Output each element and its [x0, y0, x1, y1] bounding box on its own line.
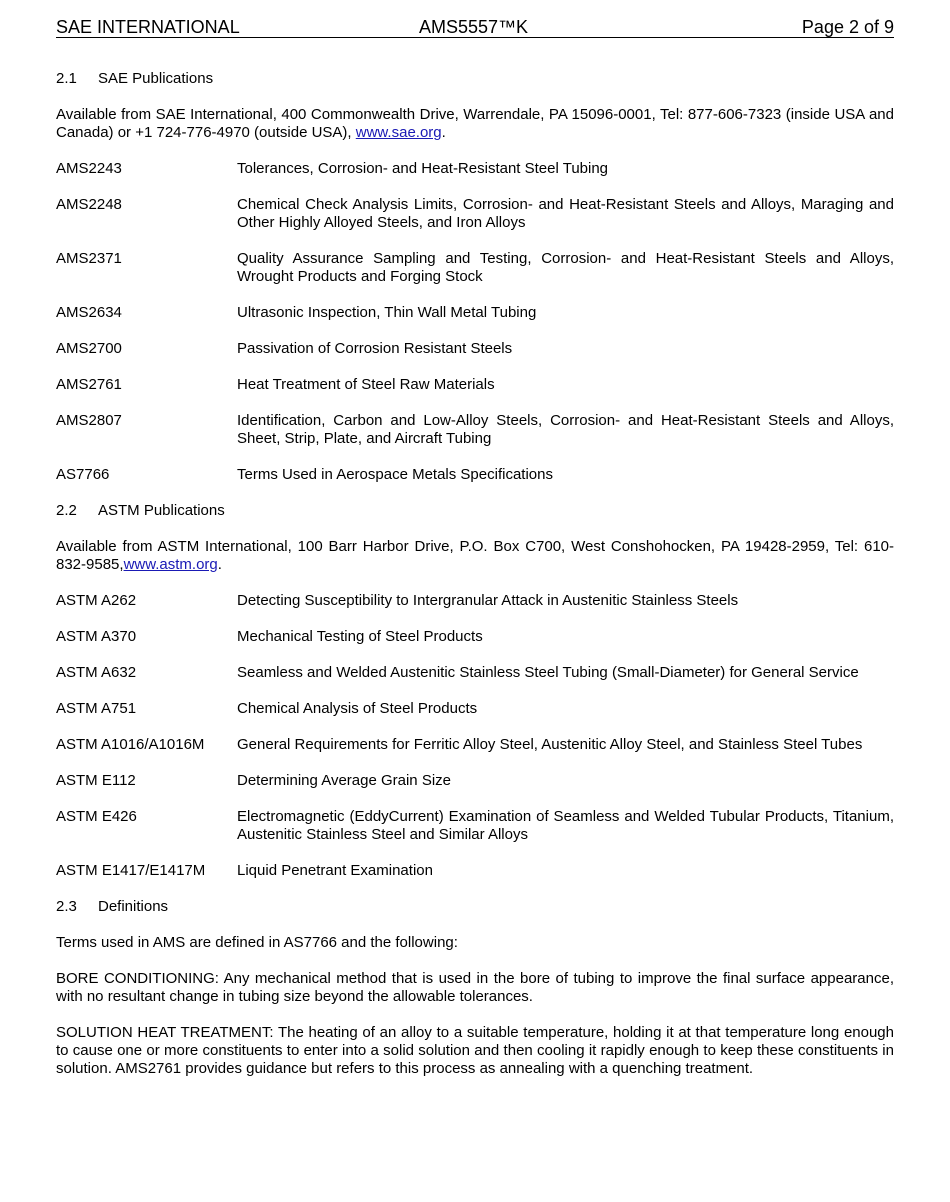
reference-code: ASTM E426 [56, 808, 137, 825]
reference-title: Detecting Susceptibility to Intergranular Attack in Austenitic Stainless Steels [237, 592, 739, 609]
sae-availability-paragraph: Available from SAE International, 400 Commonwealth Drive, Warrendale, PA 15096-0001, Tel: 877-606-7323 (inside USA and Canada) or +1 724-776-4970 (outside USA), www.sae.org. [56, 106, 894, 141]
reference-title: General Requirements for Ferritic Alloy Steel, Austenitic Alloy Steel, and Stainless Steel Tubes [237, 736, 863, 753]
reference-title: Identification, Carbon and Low-Alloy Steels, Corrosion- and Heat-Resistant Steels and Alloys, Sheet, Strip, Plate, and Aircraft Tubing [237, 412, 894, 447]
reference-title: Passivation of Corrosion Resistant Steels [237, 340, 513, 357]
reference-row [56, 250, 894, 286]
astm-availability-text: Available from ASTM International, 100 Barr Harbor Drive, P.O. Box C700, West Conshohocken, PA 19428-2959, Tel: 610-832-9585, [56, 538, 894, 573]
reference-row [56, 304, 894, 322]
section-heading-2-2 [56, 502, 894, 520]
reference-row [56, 466, 894, 484]
sae-website-link[interactable]: www.sae.org [355, 124, 442, 141]
reference-row [56, 376, 894, 394]
reference-code: AMS2243 [56, 160, 122, 177]
definitions-intro: Terms used in AMS are defined in AS7766 and the following: [56, 934, 458, 951]
astm-website-link[interactable]: www.astm.org [123, 556, 218, 573]
section-title: Definitions [98, 898, 169, 915]
reference-code: AS7766 [56, 466, 110, 483]
reference-title: Determining Average Grain Size [237, 772, 451, 789]
section-heading-2-1 [56, 70, 894, 88]
reference-row [56, 700, 894, 718]
reference-row [56, 160, 894, 178]
reference-code: ASTM A751 [56, 700, 137, 717]
astm-availability-paragraph: Available from ASTM International, 100 Barr Harbor Drive, P.O. Box C700, West Conshohocken, PA 19428-2959, Tel: 610-832-9585,www.astm.org. [56, 538, 894, 573]
header-org: SAE INTERNATIONAL [56, 17, 240, 37]
reference-row [56, 628, 894, 646]
reference-row [56, 736, 894, 754]
reference-row [56, 772, 894, 790]
reference-code: AMS2807 [56, 412, 122, 429]
section-number: 2.3 [56, 898, 77, 915]
reference-code: AMS2634 [56, 304, 122, 321]
reference-title: Quality Assurance Sampling and Testing, Corrosion- and Heat-Resistant Steels and Alloys, Wrought Products and Forging Stock [237, 250, 894, 285]
sae-availability-text: Available from SAE International, 400 Commonwealth Drive, Warrendale, PA 15096-0001, Tel: 877-606-7323 (inside USA and Canada) or +1 724-776-4970 (outside USA), [56, 106, 894, 141]
header-page-number: Page 2 of 9 [801, 17, 894, 37]
reference-title: Mechanical Testing of Steel Products [237, 628, 483, 645]
reference-code: ASTM E112 [56, 772, 136, 789]
reference-row [56, 862, 894, 880]
definition-solution-heat-treatment: SOLUTION HEAT TREATMENT: The heating of an alloy to a suitable temperature, holding it at that temperature long enough to cause one or more constituents to enter into a solid solution and then cooling it rapidly enough to keep these constituents in solution. AMS2761 provides guidance but refers to this process as annealing with a quenching treatment. [56, 1024, 894, 1077]
reference-code: ASTM A262 [56, 592, 137, 609]
reference-title: Chemical Check Analysis Limits, Corrosion- and Heat-Resistant Steels and Alloys, Maraging and Other Highly Alloyed Steels, and Iron Alloys [237, 196, 894, 231]
reference-title: Electromagnetic (EddyCurrent) Examination of Seamless and Welded Tubular Products, Titanium, Austenitic Stainless Steel and Similar Alloys [237, 808, 894, 843]
reference-code: AMS2761 [56, 376, 122, 393]
reference-code: ASTM A632 [56, 664, 137, 681]
definition-bore-conditioning: BORE CONDITIONING: Any mechanical method that is used in the bore of tubing to improve the final surface appearance, with no resultant change in tubing size beyond the allowable tolerances. [56, 970, 894, 1005]
reference-row [56, 340, 894, 358]
reference-code: AMS2700 [56, 340, 122, 357]
header-doc-id: AMS5557™K [419, 17, 529, 37]
reference-row [56, 592, 894, 610]
reference-title: Tolerances, Corrosion- and Heat-Resistant Steel Tubing [237, 160, 609, 177]
reference-row [56, 412, 894, 448]
reference-row [56, 808, 894, 844]
reference-title: Liquid Penetrant Examination [237, 862, 433, 879]
reference-code: ASTM A370 [56, 628, 137, 645]
reference-code: ASTM A1016/A1016M [56, 736, 205, 753]
reference-row [56, 196, 894, 232]
reference-row [56, 664, 894, 682]
reference-title: Ultrasonic Inspection, Thin Wall Metal Tubing [237, 304, 537, 321]
reference-code: ASTM E1417/E1417M [56, 862, 206, 879]
section-number: 2.2 [56, 502, 77, 519]
reference-title: Chemical Analysis of Steel Products [237, 700, 478, 717]
page-header [56, 17, 894, 38]
reference-code: AMS2371 [56, 250, 122, 267]
reference-title: Seamless and Welded Austenitic Stainless Steel Tubing (Small-Diameter) for General Service [237, 664, 859, 681]
reference-code: AMS2248 [56, 196, 122, 213]
section-title: SAE Publications [98, 70, 214, 87]
reference-title: Terms Used in Aerospace Metals Specifications [237, 466, 553, 483]
section-number: 2.1 [56, 70, 77, 87]
document-body [56, 70, 894, 1096]
section-title: ASTM Publications [98, 502, 225, 519]
reference-title: Heat Treatment of Steel Raw Materials [237, 376, 495, 393]
section-heading-2-3 [56, 898, 894, 916]
